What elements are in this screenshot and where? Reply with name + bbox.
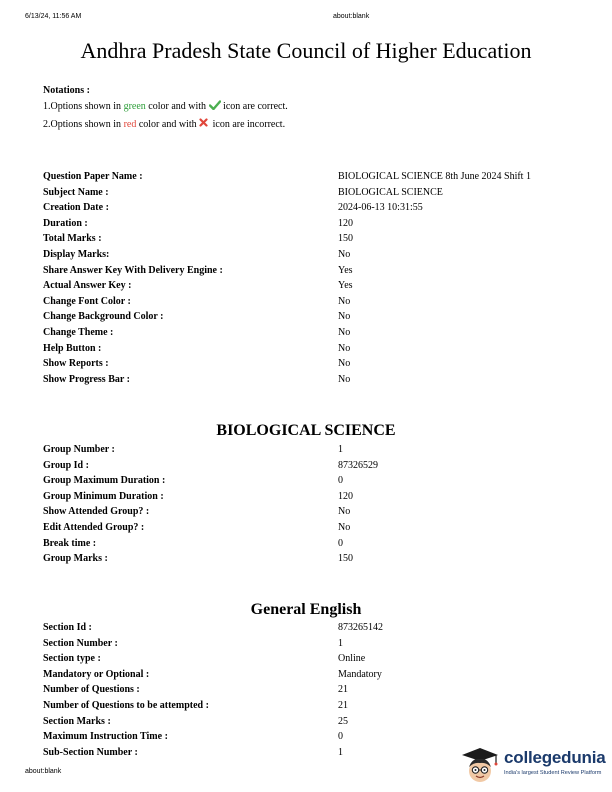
paper-info-row-label: Change Font Color : bbox=[43, 295, 131, 307]
paper-info-row bbox=[43, 231, 603, 247]
section-info-row-value: 1 bbox=[338, 746, 343, 758]
section-info-row-label: Number of Questions : bbox=[43, 684, 140, 696]
group-info-row-value: 120 bbox=[338, 490, 353, 502]
group-info-row bbox=[43, 473, 603, 489]
paper-info-row-value: 2024-06-13 10:31:55 bbox=[338, 202, 423, 214]
section-info-row-value: 0 bbox=[338, 731, 343, 743]
check-icon bbox=[209, 100, 221, 110]
paper-info-table bbox=[43, 169, 603, 387]
paper-info-row-value: Yes bbox=[338, 280, 353, 292]
group-info-row-label: Show Attended Group? : bbox=[43, 506, 150, 518]
paper-info-row-label: Total Marks : bbox=[43, 233, 102, 245]
notation-line-correct: 1.Options shown in green color and with icon are correct. bbox=[43, 101, 288, 112]
section-info-row-label: Number of Questions to be attempted : bbox=[43, 699, 209, 711]
paper-info-row bbox=[43, 200, 603, 216]
paper-info-row bbox=[43, 278, 603, 294]
paper-info-row-label: Change Background Color : bbox=[43, 311, 164, 323]
section-info-row-value: 21 bbox=[338, 699, 348, 711]
group-info-row-label: Edit Attended Group? : bbox=[43, 521, 145, 533]
section-info-row bbox=[43, 651, 603, 667]
notation-line-incorrect: 2.Options shown in red color and with icon are incorrect. bbox=[43, 119, 286, 130]
group-info-row-value: 87326529 bbox=[338, 459, 378, 471]
paper-info-row-label: Creation Date : bbox=[43, 202, 109, 214]
paper-info-row bbox=[43, 294, 603, 310]
red-word: red bbox=[123, 119, 137, 130]
cross-icon bbox=[199, 118, 208, 127]
paper-info-row bbox=[43, 263, 603, 279]
paper-info-row-label: Subject Name : bbox=[43, 186, 109, 198]
collegedunia-logo bbox=[458, 743, 612, 787]
paper-info-row-label: Question Paper Name : bbox=[43, 171, 143, 182]
mascot-icon bbox=[458, 743, 502, 787]
paper-info-row-label: Help Button : bbox=[43, 342, 102, 354]
paper-info-row-label: Show Progress Bar : bbox=[43, 373, 130, 385]
paper-info-row bbox=[43, 325, 603, 341]
section-info-row-label: Section Marks : bbox=[43, 715, 111, 727]
paper-info-row-value: No bbox=[338, 342, 351, 354]
group-info-row-label: Group Maximum Duration : bbox=[43, 475, 166, 487]
paper-info-row-label: Actual Answer Key : bbox=[43, 280, 132, 292]
group-info-row-label: Break time : bbox=[43, 537, 97, 549]
paper-info-row-value: No bbox=[338, 311, 351, 323]
group-info-row bbox=[43, 536, 603, 552]
paper-info-row-value: BIOLOGICAL SCIENCE 8th June 2024 Shift 1 bbox=[338, 171, 531, 182]
section-info-row-label: Section type : bbox=[43, 653, 101, 665]
section-info-row-value: Online bbox=[338, 653, 366, 665]
section-info-row-label: Section Number : bbox=[43, 637, 118, 649]
print-footer-url: about:blank bbox=[25, 768, 62, 775]
section-info-row-value: 25 bbox=[338, 715, 348, 727]
logo-brand: collegedunia bbox=[504, 748, 606, 767]
section-info-row bbox=[43, 620, 603, 636]
paper-info-row-value: Yes bbox=[338, 264, 353, 276]
section-info-row-value: 21 bbox=[338, 684, 348, 696]
group-info-row-label: Group Marks : bbox=[43, 553, 108, 565]
group-info-row-value: 1 bbox=[338, 444, 343, 455]
group-info-row bbox=[43, 520, 603, 536]
section-info-row bbox=[43, 682, 603, 698]
group-title: BIOLOGICAL SCIENCE bbox=[216, 422, 396, 439]
section-info-table bbox=[43, 620, 603, 760]
paper-info-row-value: 120 bbox=[338, 217, 353, 229]
section-info-row-label: Maximum Instruction Time : bbox=[43, 731, 168, 743]
section-info-row bbox=[43, 667, 603, 683]
group-info-row bbox=[43, 551, 603, 567]
paper-info-row-label: Duration : bbox=[43, 217, 88, 229]
section-info-row-label: Sub-Section Number : bbox=[43, 746, 138, 758]
group-info-row bbox=[43, 458, 603, 474]
group-info-row-value: 0 bbox=[338, 537, 343, 549]
paper-info-row-value: BIOLOGICAL SCIENCE bbox=[338, 186, 443, 198]
group-info-row-value: 0 bbox=[338, 475, 343, 487]
section-info-row-value: Mandatory bbox=[338, 668, 382, 680]
paper-info-row-label: Change Theme : bbox=[43, 326, 114, 338]
section-info-row bbox=[43, 698, 603, 714]
paper-info-row bbox=[43, 372, 603, 388]
section-info-row-label: Mandatory or Optional : bbox=[43, 668, 150, 680]
group-info-row-value: No bbox=[338, 506, 351, 518]
group-info-row-label: Group Id : bbox=[43, 459, 89, 471]
paper-info-row-value: No bbox=[338, 373, 351, 385]
paper-info-row-value: 150 bbox=[338, 233, 353, 245]
paper-info-row bbox=[43, 216, 603, 232]
group-info-row-label: Group Number : bbox=[43, 444, 115, 455]
print-datetime: 6/13/24, 11:56 AM bbox=[25, 13, 82, 20]
section-title: General English bbox=[250, 601, 362, 618]
paper-info-row bbox=[43, 309, 603, 325]
paper-info-row-value: No bbox=[338, 248, 351, 260]
logo-tagline: India's largest Student Review Platform bbox=[504, 770, 602, 776]
group-info-row-value: 150 bbox=[338, 553, 353, 565]
section-info-row-value: 873265142 bbox=[338, 622, 383, 633]
group-info-row bbox=[43, 489, 603, 505]
paper-info-row bbox=[43, 341, 603, 357]
paper-info-row-label: Display Marks: bbox=[43, 248, 110, 260]
notations-heading: Notations : bbox=[43, 85, 90, 96]
section-info-row-value: 1 bbox=[338, 637, 343, 649]
paper-info-row-value: No bbox=[338, 295, 351, 307]
paper-info-row bbox=[43, 169, 603, 185]
section-info-row bbox=[43, 714, 603, 730]
section-info-row bbox=[43, 636, 603, 652]
group-info-row-value: No bbox=[338, 521, 351, 533]
paper-info-row bbox=[43, 247, 603, 263]
group-info-row bbox=[43, 504, 603, 520]
paper-info-row bbox=[43, 356, 603, 372]
paper-info-row-value: No bbox=[338, 326, 351, 338]
group-info-row bbox=[43, 442, 603, 458]
paper-info-row-label: Show Reports : bbox=[43, 358, 109, 370]
group-info-table bbox=[43, 442, 603, 567]
green-word: green bbox=[123, 101, 146, 112]
page-title: Andhra Pradesh State Council of Higher Education bbox=[80, 38, 532, 63]
paper-info-row-value: No bbox=[338, 358, 351, 370]
notations bbox=[43, 84, 288, 134]
section-info-row-label: Section Id : bbox=[43, 622, 92, 633]
print-url: about:blank bbox=[333, 13, 370, 20]
group-info-row-label: Group Minimum Duration : bbox=[43, 490, 164, 502]
paper-info-row-label: Share Answer Key With Delivery Engine : bbox=[43, 264, 223, 276]
paper-info-row bbox=[43, 185, 603, 201]
